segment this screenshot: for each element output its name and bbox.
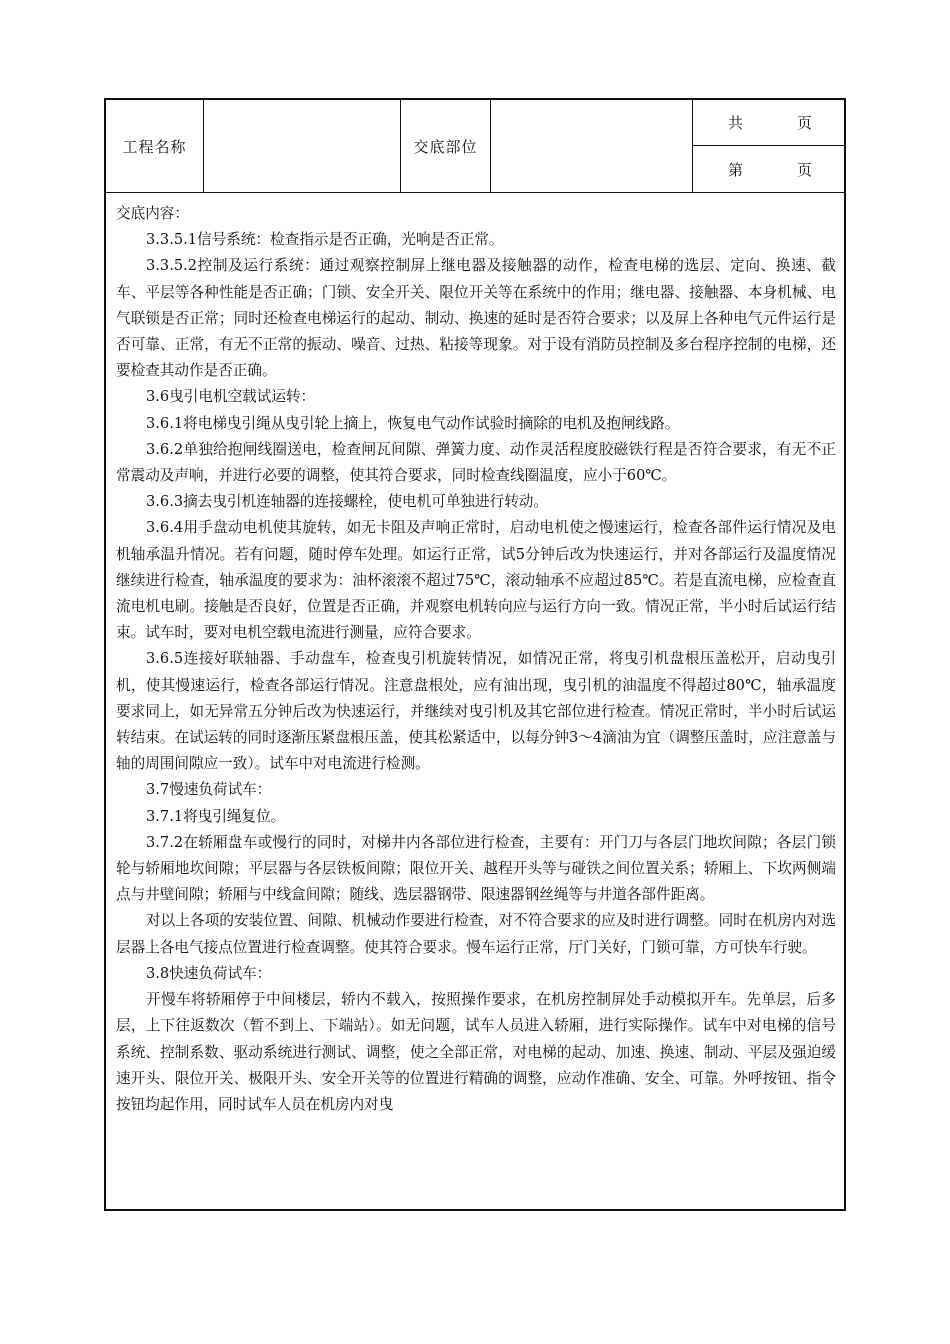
paragraph: 3.7慢速负荷试车： <box>146 781 272 799</box>
page-count-block <box>693 100 844 192</box>
page-number-row <box>693 146 844 192</box>
disclosure-form <box>104 98 846 1211</box>
paragraph: 开慢车将轿厢停于中间楼层，轿内不载入，按照操作要求，在机房控制屏处手动模拟开车。先单层，后多层，上下往返数次（暂不到上、下端站）。如无问题，试车人员进入轿厢，进行实际操作。试车中对电梯的信号系统、控制系数、驱动系统进行测试、调整，使之全部正常，对电梯的起动、加速、换速、制动、平层及强迫缓速开头、限位开关、极限开头、安全开关等的位置进行精确的调整，应动作准确、安全、可靠。外呼按钮、指令按钮均起作用，同时试车人员在机房内对曳 <box>116 991 836 1113</box>
page-number-prefix: 第 <box>728 160 744 179</box>
paragraph: 3.6.5连接好联轴器、手动盘车，检查曳引机旋转情况，如情况正常，将曳引机盘根压盖松开，启动曳引机，使其慢速运行，检查各部运行情况。注意盘根处，应有油出现，曳引机的油温度不得超过80℃，轴承温度要求同上，如无异常五分钟后改为快速运行，并继续对曳引机及其它部位进行检查。情况正常时，半小时后试运转结束。在试运转的同时逐渐压紧盘根压盖，使其松紧适中，以每分钟3～4滴油为宜（调整压盖时，应注意盖与轴的周围间隙应一致）。试车中对电流进行检测。 <box>116 650 836 773</box>
content-intro: 交底内容： <box>116 205 189 222</box>
paragraph: 3.7.2在轿厢盘车或慢行的同时，对梯井内各部位进行检查，主要有：开门刀与各层门地坎间隙；各层门锁轮与轿厢地坎间隙；平层器与各层铁板间隙；限位开关、越程开头等与碰铁之间位置关系；轿厢上、下坎两侧端点与井壁间隙；轿厢与中线盒间隙；随线、选层器钢带、限速器钢丝绳等与井道各部件距离。 <box>116 833 836 904</box>
content-body <box>116 192 836 1118</box>
total-pages-row <box>693 100 844 146</box>
form-header <box>106 100 844 193</box>
paragraph: 3.6曳引电机空载试运转： <box>146 388 316 406</box>
location-field <box>491 100 693 192</box>
total-pages-suffix: 页 <box>797 114 813 132</box>
paragraph: 3.6.1将电梯曳引绳从曳引轮上摘上，恢复电气动作试验时摘除的电机及抱闸线路。 <box>146 414 680 432</box>
paragraph: 3.8快速负荷试车： <box>146 964 272 982</box>
project-name-field <box>204 100 401 192</box>
paragraph: 3.7.1将曳引绳复位。 <box>146 807 286 825</box>
paragraph: 3.6.2单独给抱闸线圈送电，检查闸瓦间隙、弹簧力度、动作灵活程度胶磁铁行程是否符合要求，有无不正常震动及声响，并进行必要的调整，使其符合要求，同时检查线圈温度，应小于60℃。 <box>116 440 836 485</box>
paragraph: 3.6.4用手盘动电机使其旋转，如无卡阻及声响正常时，启动电机使之慢速运行，检查各部件运行情况及电机轴承温升情况。若有问题，随时停车处理。如运行正常，试5分钟后改为快速运行，并对各部运行及温度情况继续进行检查，轴承温度的要求为：油杯滚滚不超过75℃，滚动轴承不应超过85℃。若是直流电梯，应检查直流电机电刷。接触是否良好，位置是否正确，并观察电机转向应与运行方向一致。情况正常，半小时后试运行结束。试车时，要对电机空载电流进行测量，应符合要求。 <box>116 519 836 642</box>
project-name-label: 工程名称 <box>106 100 204 192</box>
paragraph: 3.3.5.2控制及运行系统：通过观察控制屏上继电器及接触器的动作，检查电梯的选层、定向、换速、截车、平层等各种性能是否正确；门锁、安全开关、限位开关等在系统中的作用；继电器、接触器、本身机械、电气联锁是否正常；同时还检查电梯运行的起动、制动、换速的延时是否符合要求；以及屏上各种电气元件运行是否可靠、正常，有无不正常的振动、噪音、过热、粘接等现象。对于设有消防员控制及多台程序控制的电梯，还要检查其动作是否正确。 <box>116 257 836 380</box>
page-number-suffix: 页 <box>797 160 813 179</box>
total-pages-prefix: 共 <box>728 114 744 132</box>
paragraph: 3.6.3摘去曳引机连轴器的连接螺栓，使电机可单独进行转动。 <box>146 493 548 511</box>
location-label: 交底部位 <box>401 100 491 192</box>
paragraph: 对以上各项的安装位置、间隙、机械动作要进行检查，对不符合要求的应及时进行调整。同时在机房内对选层器上各电气接点位置进行检查调整。使其符合要求。慢车运行正常，厅门关好，门锁可靠，方可快车行驶。 <box>116 912 836 956</box>
paragraph: 3.3.5.1信号系统：检查指示是否正确，光响是否正常。 <box>146 231 504 249</box>
